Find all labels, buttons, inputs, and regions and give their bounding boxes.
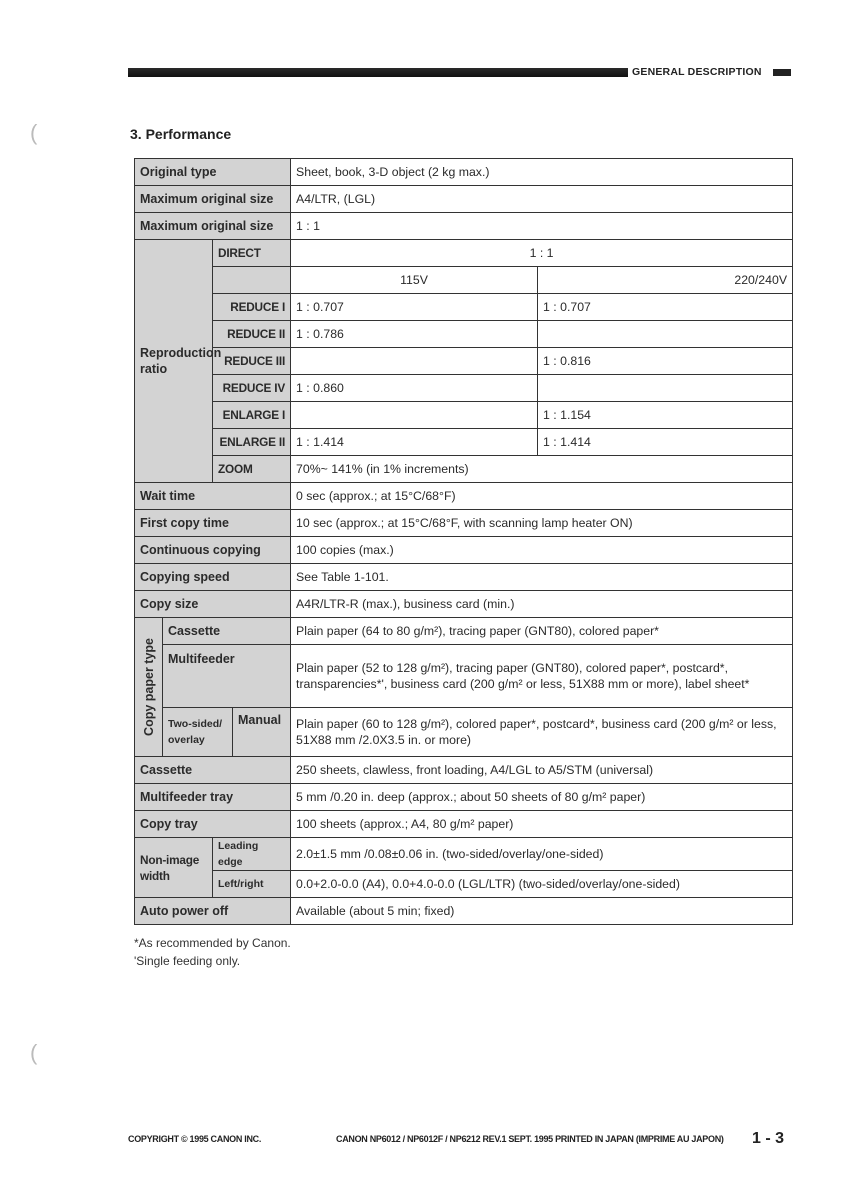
table-row: [135, 348, 793, 375]
reproduction-ratio-label: [135, 240, 222, 483]
row-label: Auto power off: [135, 898, 291, 925]
table-row: [135, 267, 793, 294]
table-row: [135, 429, 793, 456]
table-row: [135, 784, 793, 811]
repro-reduce1-115v: 1 : 0.707: [291, 294, 538, 321]
reproduction-ratio-text: Reproduction ratio: [140, 346, 222, 376]
repro-header-blank: [213, 267, 291, 294]
repro-reduce4-220v: [538, 375, 793, 402]
table-row: [135, 186, 793, 213]
repro-reduce2-115v: 1 : 0.786: [291, 321, 538, 348]
repro-enlarge1-220v: 1 : 1.154: [538, 402, 793, 429]
repro-reduce1-label: REDUCE I: [213, 294, 291, 321]
repro-zoom-label: ZOOM: [213, 456, 291, 483]
paper-two-sided-value: Plain paper (60 to 128 g/m²), colored paper*, postcard*, business card (200 g/m² or less, 51X88 mm /2.0X3.5 in. or more): [291, 708, 793, 757]
row-label: Multifeeder tray: [135, 784, 291, 811]
table-row: [135, 838, 793, 871]
table-row: [135, 159, 793, 186]
footer-model-info: CANON NP6012 / NP6012F / NP6212 REV.1 SEPT. 1995 PRINTED IN JAPAN (IMPRIME AU JAPON): [336, 1134, 724, 1144]
paper-cassette-label: Cassette: [163, 618, 291, 645]
paper-two-sided-label: Two-sided/ overlay: [163, 708, 233, 757]
table-row: [135, 240, 793, 267]
table-row: [135, 564, 793, 591]
section-title: 3. Performance: [130, 126, 232, 142]
paper-manual-label: Manual: [233, 708, 291, 757]
footer-copyright: COPYRIGHT © 1995 CANON INC.: [128, 1134, 262, 1144]
row-label: First copy time: [135, 510, 291, 537]
repro-reduce4-label: REDUCE IV: [213, 375, 291, 402]
repro-direct-label: DIRECT: [213, 240, 291, 267]
row-label: Copy size: [135, 591, 291, 618]
row-value: 5 mm /0.20 in. deep (approx.; about 50 sheets of 80 g/m² paper): [291, 784, 793, 811]
non-image-width-label: Non-image width: [135, 838, 213, 898]
table-row: [135, 591, 793, 618]
row-label: Maximum original size: [135, 186, 291, 213]
paper-multifeeder-label: Multifeeder: [163, 645, 291, 708]
row-label: Maximum original size: [135, 213, 291, 240]
table-row: [135, 645, 793, 708]
performance-table: [134, 158, 793, 925]
column-header-115v: 115V: [291, 267, 538, 294]
row-value: 1 : 1: [291, 213, 793, 240]
repro-enlarge2-220v: 1 : 1.414: [538, 429, 793, 456]
table-row: [135, 483, 793, 510]
table-row: [135, 757, 793, 784]
paper-cassette-value: Plain paper (64 to 80 g/m²), tracing paper (GNT80), colored paper*: [291, 618, 793, 645]
table-row: [135, 537, 793, 564]
repro-reduce2-220v: [538, 321, 793, 348]
header-section-label: GENERAL DESCRIPTION: [632, 66, 762, 78]
row-value: 250 sheets, clawless, front loading, A4/LGL to A5/STM (universal): [291, 757, 793, 784]
row-value: A4R/LTR-R (max.), business card (min.): [291, 591, 793, 618]
repro-reduce2-label: REDUCE II: [213, 321, 291, 348]
binder-hole-mark: (: [30, 1040, 38, 1065]
table-row: [135, 811, 793, 838]
row-value: 10 sec (approx.; at 15°C/68°F, with scanning lamp heater ON): [291, 510, 793, 537]
leading-edge-label: Leading edge: [213, 838, 291, 871]
row-value: A4/LTR, (LGL): [291, 186, 793, 213]
table-row: [135, 456, 793, 483]
repro-enlarge1-label: ENLARGE I: [213, 402, 291, 429]
repro-enlarge2-115v: 1 : 1.414: [291, 429, 538, 456]
table-row: [135, 898, 793, 925]
leading-edge-value: 2.0±1.5 mm /0.08±0.06 in. (two-sided/overlay/one-sided): [291, 838, 793, 871]
repro-reduce3-220v: 1 : 0.816: [538, 348, 793, 375]
row-value: 0 sec (approx.; at 15°C/68°F): [291, 483, 793, 510]
row-value: Available (about 5 min; fixed): [291, 898, 793, 925]
copy-paper-type-text: Copy paper type: [141, 638, 156, 736]
row-value: 100 copies (max.): [291, 537, 793, 564]
table-row: [135, 871, 793, 898]
row-label: Copy tray: [135, 811, 291, 838]
repro-zoom-value: 70%~ 141% (in 1% increments): [291, 456, 793, 483]
table-row: [135, 375, 793, 402]
column-header-220v: 220/240V: [538, 267, 793, 294]
row-label: Copying speed: [135, 564, 291, 591]
binder-hole-mark: (: [30, 120, 38, 145]
page-number: 1 - 3: [752, 1130, 785, 1147]
table-row: [135, 321, 793, 348]
repro-reduce3-115v: [291, 348, 538, 375]
footnote-single-feeding: 'Single feeding only.: [134, 954, 241, 968]
table-row: [135, 294, 793, 321]
repro-enlarge1-115v: [291, 402, 538, 429]
row-label: Cassette: [135, 757, 291, 784]
table-row: [135, 708, 793, 757]
row-label: Original type: [135, 159, 291, 186]
row-label: Wait time: [135, 483, 291, 510]
row-value: Sheet, book, 3-D object (2 kg max.): [291, 159, 793, 186]
row-label: Continuous copying: [135, 537, 291, 564]
header-rule-tail: [773, 69, 791, 76]
footnotes: [134, 934, 291, 970]
repro-direct-value: 1 : 1: [291, 240, 793, 267]
table-row: [135, 618, 793, 645]
left-right-value: 0.0+2.0-0.0 (A4), 0.0+4.0-0.0 (LGL/LTR) (two-sided/overlay/one-sided): [291, 871, 793, 898]
row-value: 100 sheets (approx.; A4, 80 g/m² paper): [291, 811, 793, 838]
row-value: See Table 1-101.: [291, 564, 793, 591]
repro-reduce4-115v: 1 : 0.860: [291, 375, 538, 402]
paper-multifeeder-value: Plain paper (52 to 128 g/m²), tracing paper (GNT80), colored paper*, postcard*, transparencies*', business card (200 g/m² or less, 51X88 mm or more), label sheet*: [291, 645, 793, 708]
repro-reduce3-label: REDUCE III: [213, 348, 291, 375]
table-row: [135, 510, 793, 537]
footnote-recommended: *As recommended by Canon.: [134, 936, 291, 950]
repro-reduce1-220v: 1 : 0.707: [538, 294, 793, 321]
left-right-label: Left/right: [213, 871, 291, 898]
repro-enlarge2-label: ENLARGE II: [213, 429, 291, 456]
copy-paper-type-label: [135, 618, 163, 757]
header-rule: [128, 68, 628, 77]
table-row: [135, 213, 793, 240]
table-row: [135, 402, 793, 429]
